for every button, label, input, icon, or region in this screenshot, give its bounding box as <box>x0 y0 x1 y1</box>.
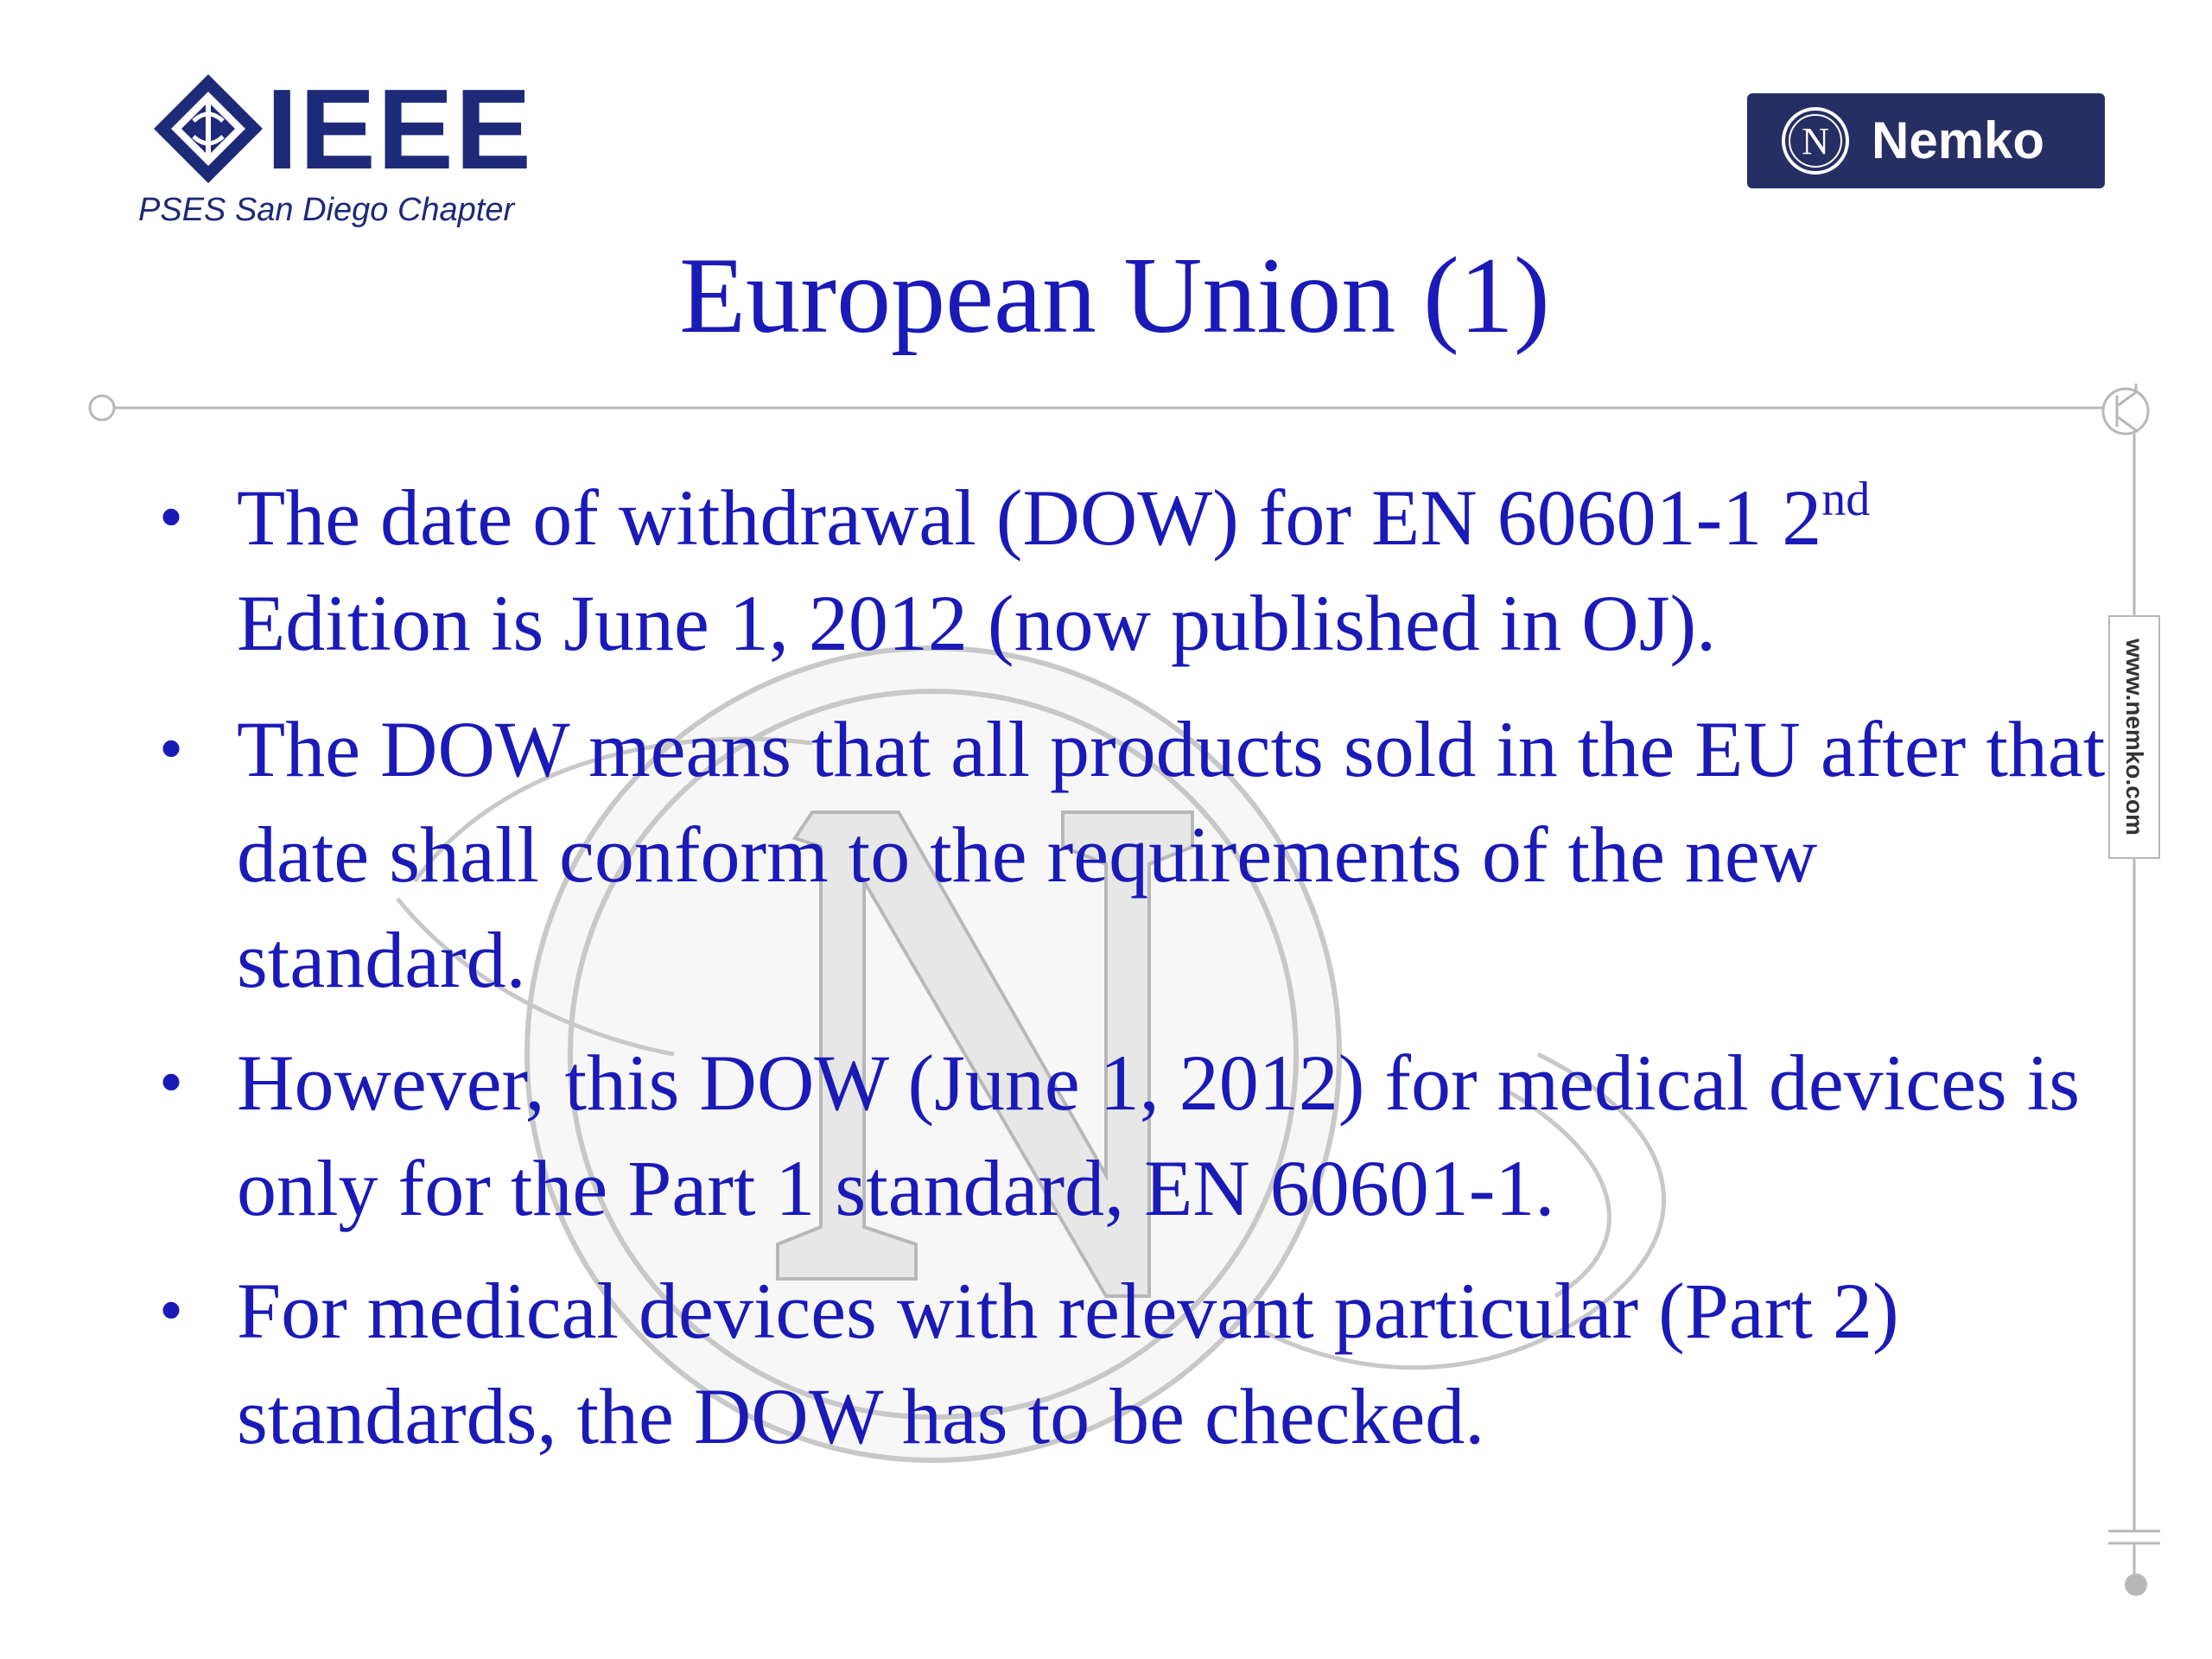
transistor-icon <box>2103 384 2148 434</box>
bullet-superscript: nd <box>1821 473 1871 526</box>
line-start-node-icon <box>90 396 114 420</box>
bullet-icon: • <box>159 1045 184 1121</box>
bullet-icon: • <box>159 711 184 787</box>
side-url-text: www.nemko.com <box>2121 639 2148 836</box>
bullet-text: However, this DOW (June 1, 2012) for medical devices is only for the Part 1 standard, EN 60601-1. <box>237 1039 2081 1232</box>
slide-title: European Union (1) <box>679 236 1550 356</box>
bullet-text: The DOW means that all products sold in the EU after that date shall conform to the requirements of the new standard. <box>237 705 2106 1004</box>
bullet-icon: • <box>159 480 184 556</box>
bullet-item-part2-check <box>147 1258 2117 1469</box>
bullet-text: The date of withdrawal (DOW) for EN 60601-1 2 <box>237 474 1822 562</box>
bullet-item-dow-date <box>147 465 2117 676</box>
bullet-icon: • <box>159 1273 184 1349</box>
bullet-list <box>147 465 2117 1486</box>
nemko-wordmark: Nemko <box>1872 111 2045 169</box>
ieee-chapter-label: PSES San Diego Chapter <box>138 192 515 228</box>
bullet-text: For medical devices with relevant particular (Part 2) standards, the DOW has to be checked. <box>237 1267 1899 1460</box>
bullet-text: Edition is June 1, 2012 (now published in OJ). <box>237 579 1717 667</box>
ieee-wordmark: IEEE <box>266 66 533 193</box>
bullet-item-dow-meaning <box>147 696 2117 1013</box>
bullet-item-part1-scope <box>147 1030 2117 1241</box>
nemko-emblem-letter: N <box>1802 120 1829 162</box>
capacitor-icon <box>2108 1531 2160 1596</box>
